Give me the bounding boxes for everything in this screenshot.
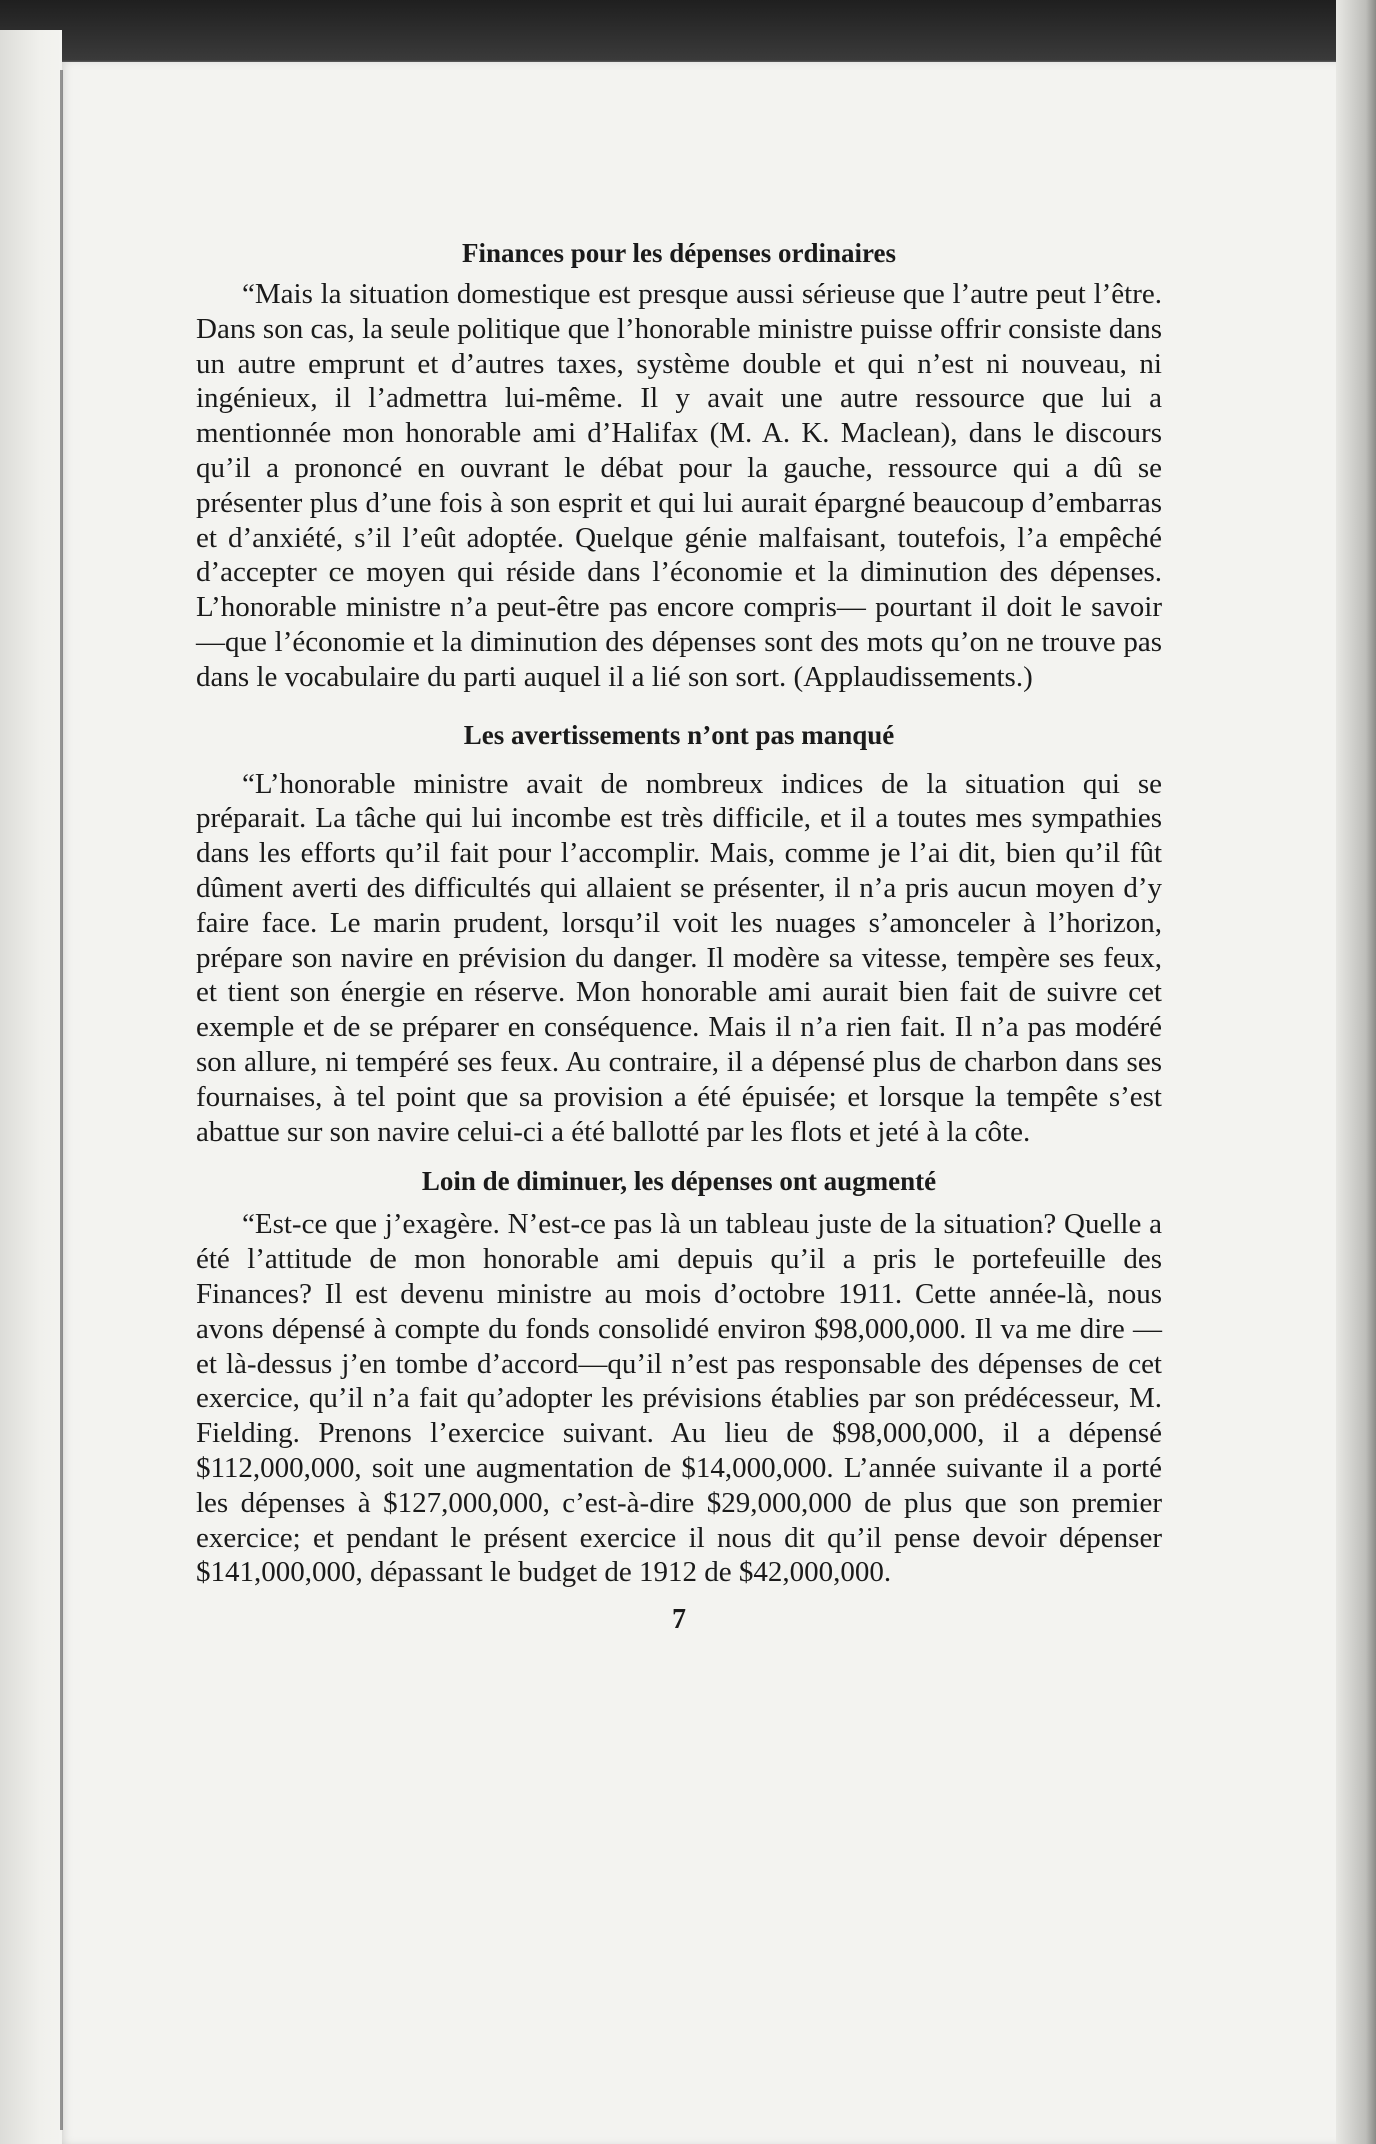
binding-edge-line — [60, 70, 63, 2130]
section-heading-depenses: Loin de diminuer, les dépenses ont augmenté — [421, 1166, 937, 1197]
page-left-margin — [0, 30, 62, 2144]
section-heading-avertissements: Les avertissements n’ont pas manqué — [463, 719, 895, 750]
page-number: 7 — [672, 1604, 686, 1636]
section-paragraph-avertissements: “L’honorable ministre avait de nombreux indices de la situation qui se préparait. La tâche qui lui incombe est très difficile, et il a toutes mes sympathies dans les efforts qu’il fait pour l’accomplir. Mais, comme je l’ai dit, bien qu’il fût dûment averti des difficultés qui allaient se présenter, il n’a pris aucun moyen d’y faire face. Le marin prudent, lorsqu’il voit les nuages s’amonceler à l’horizon, prépare son navire en prévision du danger. Il modère sa vitesse, tempère ses feux, et tient son énergie en réserve. Mon honorable ami aurait bien fait de suivre cet exemple et de se préparer en conséquence. Mais il n’a rien fait. Il n’a pas modéré son allure, ni tempéré ses feux. Au contraire, il a dépensé plus de charbon dans ses fournaises, à tel point que sa provision a été épuisée; et lorsque la tempête s’est abattue sur son navire celui-ci a été ballotté par les flots et jeté à la côte. — [196, 767, 1162, 1148]
document-body — [196, 225, 1162, 1636]
section-paragraph-depenses: “Est-ce que j’exagère. N’est-ce pas là un tableau juste de la situation? Quelle a été l’attitude de mon honorable ami depuis qu’il a pris le portefeuille des Finances? Il est devenu ministre au mois d’octobre 1911. Cette année-là, nous avons dépensé à compte du fonds consolidé environ $98,000,000. Il va me dire — et là-dessus j’en tombe d’accord—qu’il n’est pas responsable des dépenses de cet exercice, qu’il n’a fait qu’adopter les prévisions établies par son prédécesseur, M. Fielding. Prenons l’exercice suivant. Au lieu de $98,000,000, il a dépensé $112,000,000, soit une augmentation de $14,000,000. L’année suivante il a porté les dépenses à $127,000,000, c’est-à-dire $29,000,000 de plus que son premier exercice; et pendant le présent exercice il nous dit qu’il pense devoir dépenser $141,000,000, dépassant le budget de 1912 de $42,000,000. — [196, 1208, 1162, 1589]
section-paragraph-finances: “Mais la situation domestique est presque aussi sérieuse que l’autre peut l’être. Dans son cas, la seule politique que l’honorable ministre puisse offrir consiste dans un autre emprunt et d’autres taxes, système double et qui n’est ni nouveau, ni ingénieux, il l’admettra lui-même. Il y avait une autre ressource que lui a mentionnée mon honorable ami d’Halifax (M. A. K. Maclean), dans le discours qu’il a prononcé en ouvrant le débat pour la gauche, ressource qui a dû se présenter plus d’une fois à son esprit et qui lui aurait épargné beaucoup d’embarras et d’anxiété, s’il l’eût adoptée. Quelque génie malfaisant, toutefois, l’a empêché d’accepter ce moyen qui réside dans l’économie et la diminution des dépenses. L’honorable ministre n’a peut-être pas encore compris— pourtant il doit le savoir—que l’économie et la diminution des dépenses sont des mots qu’on ne trouve pas dans le vocabulaire du parti auquel il a lié son sort. (Applaudissements.) — [196, 278, 1162, 693]
scan-right-edge — [1336, 0, 1376, 2144]
section-heading-finances: Finances pour les dépenses ordinaires — [461, 238, 897, 268]
